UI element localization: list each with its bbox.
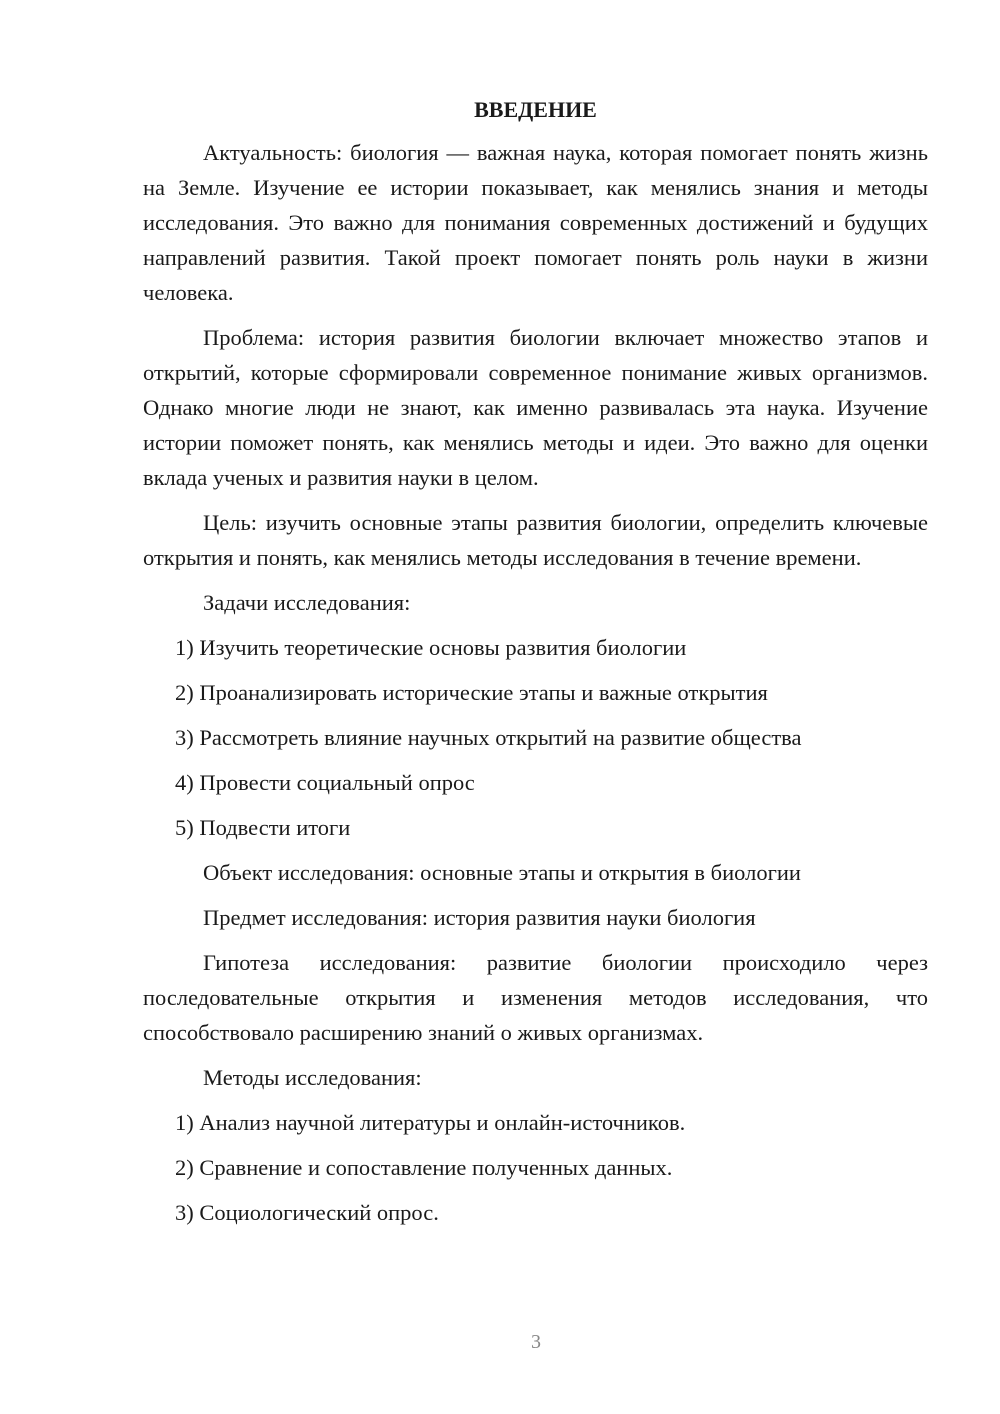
tasks-heading: Задачи исследования:	[203, 590, 411, 615]
problem-paragraph: Проблема: история развития биологии включает множество этапов и открытий, которые сформировали современное понимание живых организмов. Однако многие люди не знают, как именно развивалась эта наука. Изучение истории поможет понять, как менялись методы и идеи. Это важно для оценки вклада ученых и развития науки в целом.	[143, 325, 928, 490]
task-item-4: 4) Провести социальный опрос	[175, 770, 475, 795]
task-item-2: 2) Проанализировать исторические этапы и важные открытия	[175, 680, 768, 705]
relevance-paragraph: Актуальность: биология — важная наука, которая помогает понять жизнь на Земле. Изучение ее истории показывает, как менялись знания и методы исследования. Это важно для понимания современных достижений и будущих направлений развития. Такой проект помогает понять роль науки в жизни человека.	[143, 140, 928, 305]
hypothesis-paragraph: Гипотеза исследования: развитие биологии происходило через последовательные открытия и изменения методов исследования, что способствовало расширению знаний о живых организмах.	[143, 950, 928, 1045]
method-item-2: 2) Сравнение и сопоставление полученных данных.	[175, 1155, 673, 1180]
goal-paragraph: Цель: изучить основные этапы развития биологии, определить ключевые открытия и понять, как менялись методы исследования в течение времени.	[143, 510, 928, 570]
page-content	[143, 92, 928, 1240]
method-item-3: 3) Социологический опрос.	[175, 1200, 439, 1225]
task-item-5: 5) Подвести итоги	[175, 815, 351, 840]
task-item-3: 3) Рассмотреть влияние научных открытий на развитие общества	[175, 725, 802, 750]
section-title: ВВЕДЕНИЕ	[474, 97, 597, 122]
research-subject: Предмет исследования: история развития науки биология	[203, 905, 756, 930]
task-item-1: 1) Изучить теоретические основы развития биологии	[175, 635, 687, 660]
method-item-1: 1) Анализ научной литературы и онлайн-источников.	[175, 1110, 686, 1135]
page-number: 3	[531, 1331, 541, 1353]
research-object: Объект исследования: основные этапы и открытия в биологии	[203, 860, 801, 885]
methods-heading: Методы исследования:	[203, 1065, 422, 1090]
